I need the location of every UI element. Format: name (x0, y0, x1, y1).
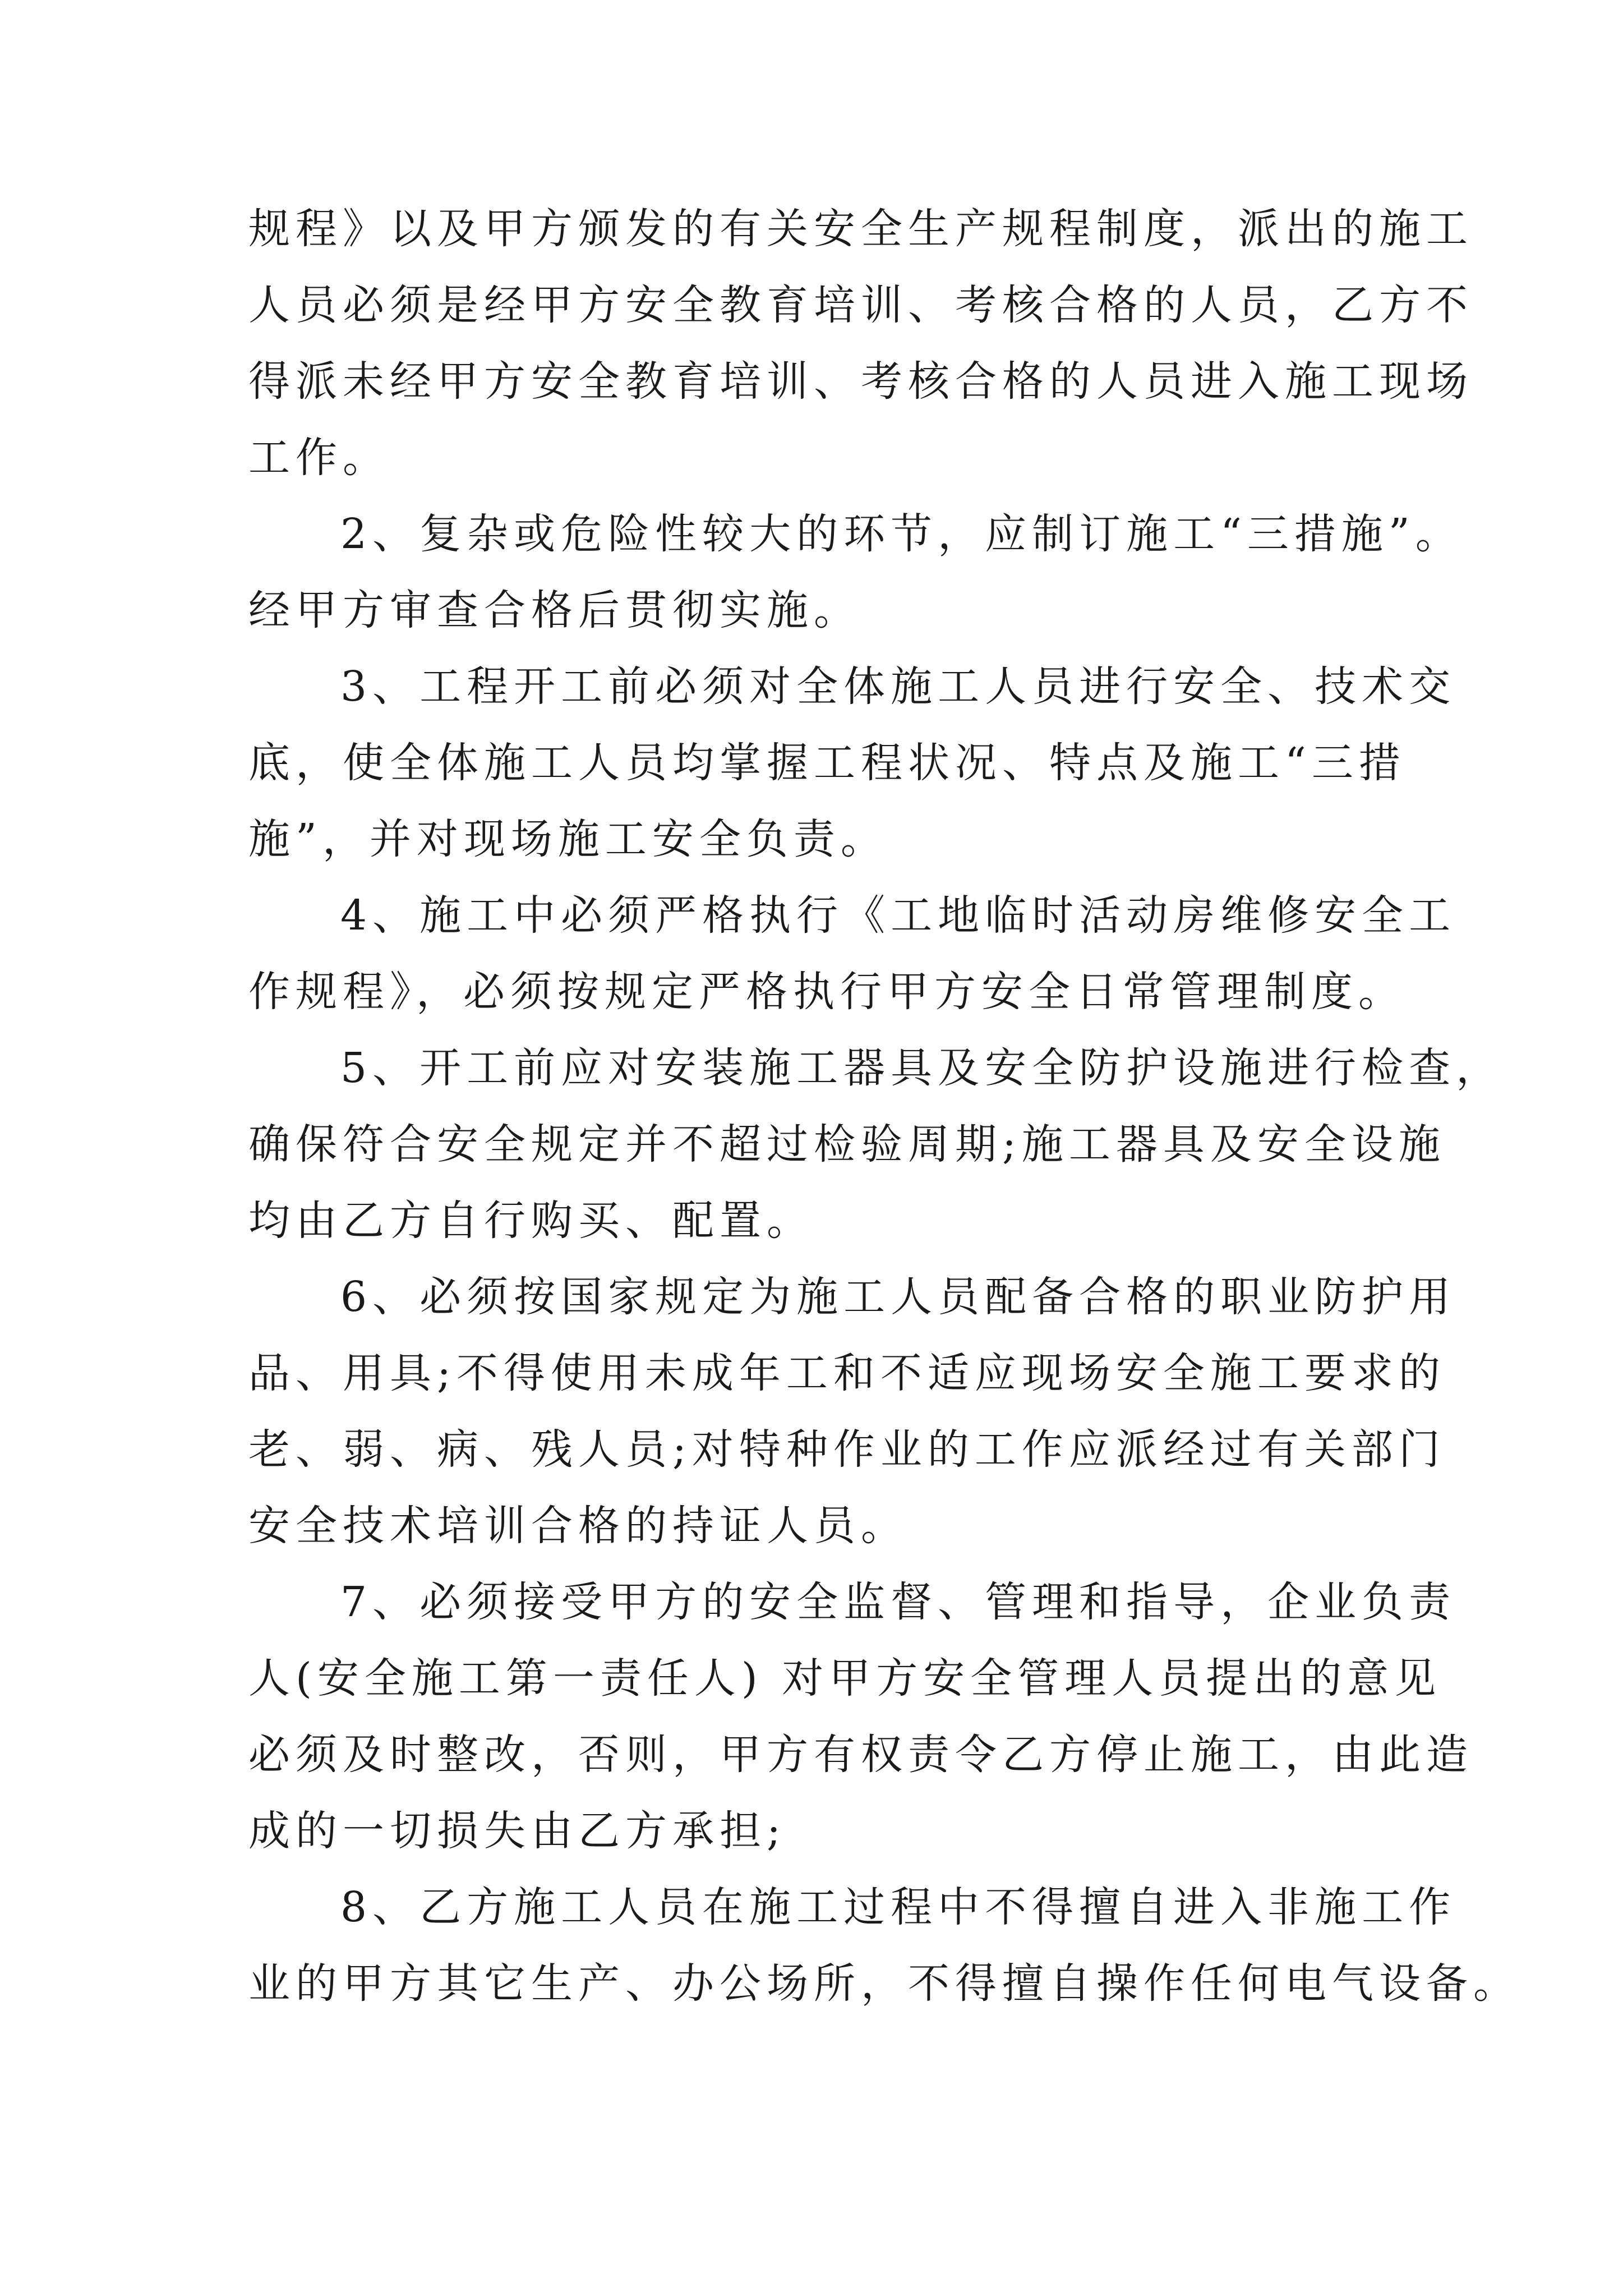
text-line: 得派未经甲方安全教育培训、考核合格的人员进入施工现场 (248, 357, 1473, 406)
text-line: 工作。 (248, 434, 390, 482)
text-line: 人(安全施工第一责任人) 对甲方安全管理人员提出的意见 (248, 1654, 1442, 1703)
text-line: 人员必须是经甲方安全教育培训、考核合格的人员，乙方不 (248, 281, 1473, 329)
text-line: 3、工程开工前必须对全体施工人员进行安全、技术交 (340, 662, 1456, 711)
text-line: 底，使全体施工人员均掌握工程状况、特点及施工“三措 (248, 739, 1406, 787)
text-line: 4、施工中必须严格执行《工地临时活动房维修安全工 (340, 891, 1456, 940)
text-line: 作规程》，必须按规定严格执行甲方安全日常管理制度。 (248, 968, 1405, 1016)
text-line: 经甲方审查合格后贯彻实施。 (248, 586, 861, 634)
text-line: 2、复杂或危险性较大的环节，应制订施工“三措施”。 (340, 510, 1463, 558)
text-line: 8、乙方施工人员在施工过程中不得擅自进入非施工作 (340, 1883, 1456, 1931)
text-line: 施”，并对现场施工安全负责。 (248, 815, 888, 863)
text-line: 均由乙方自行购买、配置。 (248, 1197, 814, 1245)
document-body (248, 191, 1520, 2022)
text-line: 安全技术培训合格的持证人员。 (248, 1502, 908, 1550)
text-line: 必须及时整改，否则，甲方有权责令乙方停止施工，由此造 (248, 1731, 1473, 1779)
text-line: 老、弱、病、残人员;对特种作业的工作应派经过有关部门 (248, 1425, 1446, 1474)
text-line: 业的甲方其它生产、办公场所，不得擅自操作任何电气设备。 (248, 1959, 1520, 2008)
text-line: 6、必须按国家规定为施工人员配备合格的职业防护用 (340, 1273, 1456, 1321)
text-line: 规程》以及甲方颁发的有关安全生产规程制度，派出的施工 (248, 205, 1473, 253)
text-line: 确保符合安全规定并不超过检验周期;施工器具及安全设施 (248, 1120, 1446, 1168)
text-line: 7、必须接受甲方的安全监督、管理和指导，企业负责 (340, 1578, 1456, 1626)
text-line: 品、用具;不得使用未成年工和不适应现场安全施工要求的 (248, 1349, 1446, 1397)
text-line: 成的一切损失由乙方承担; (248, 1807, 786, 1855)
text-line: 5、开工前应对安装施工器具及安全防护设施进行检查， (340, 1044, 1504, 1092)
